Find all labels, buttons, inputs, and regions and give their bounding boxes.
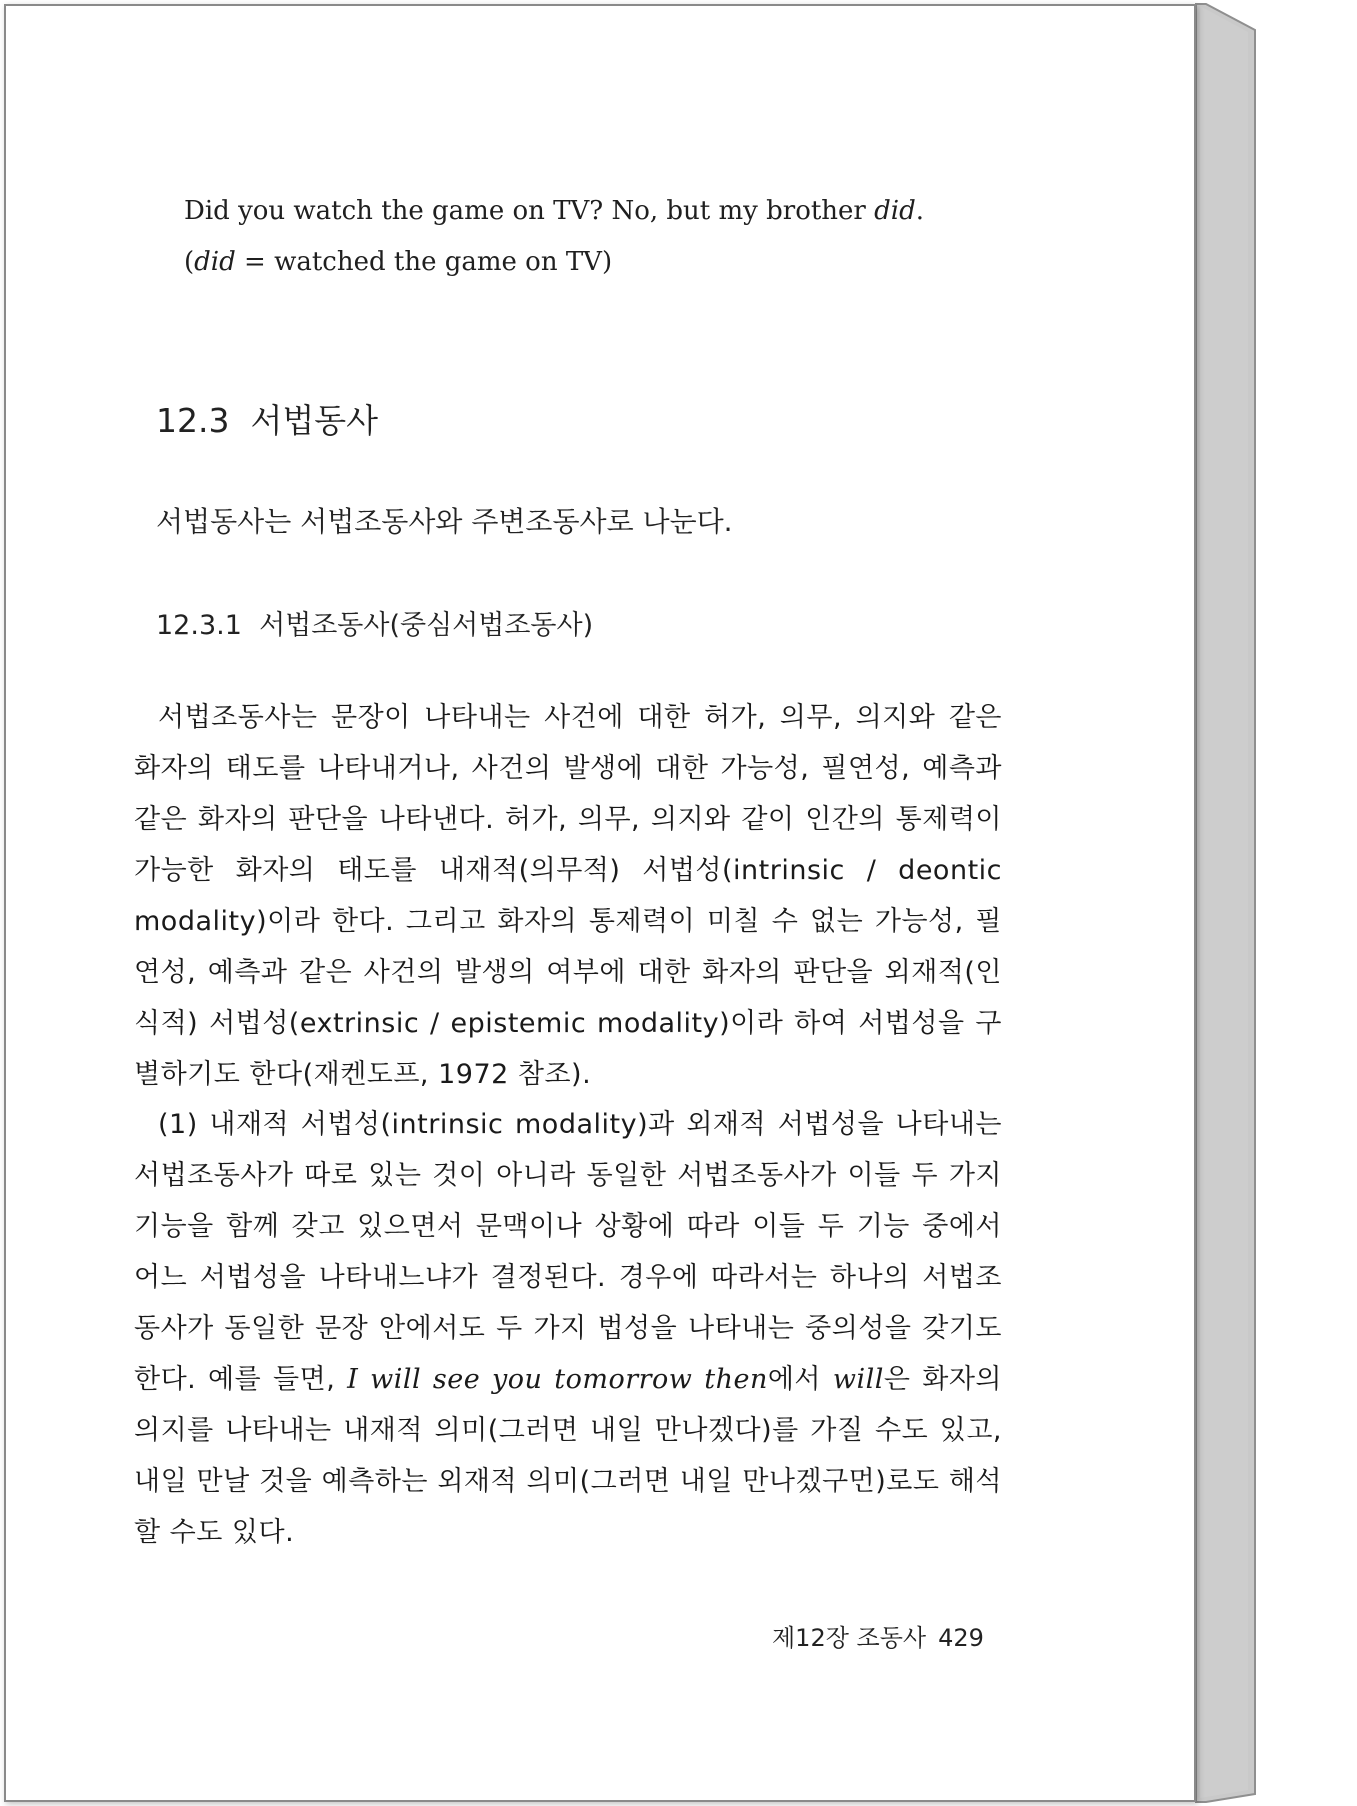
paragraph-2-text: 에서 <box>767 1364 833 1395</box>
paragraph-1 <box>134 692 1002 1100</box>
section-intro: 서법동사는 서법조동사와 주변조동사로 나눈다. <box>156 505 733 538</box>
page-number: 429 <box>938 1624 984 1652</box>
subsection-heading <box>156 603 593 642</box>
running-footer-chapter: 제12장 조동사 <box>772 1624 927 1652</box>
section-number: 12.3 <box>156 401 230 440</box>
page-footer <box>772 1618 984 1653</box>
section-heading <box>156 395 378 442</box>
paragraph-2-text: 은 화자의 의지를 나타내는 내재적 의미(그러면 내일 만나겠다)를 가질 수도 있고, 내일 만날 것을 예측하는 외재적 의미(그러면 내일 만나겠구먼)로도 해석할 수도 있다. <box>134 1364 1003 1548</box>
example-gloss <box>184 247 612 277</box>
paragraph-2-text: (1) 내재적 서법성(intrinsic modality)과 외재적 서법성을 나타내는 서법조동사가 따로 있는 것이 아니라 동일한 서법조동사가 이들 두 가지 기능을 함께 갖고 있으면서 문맥이나 상황에 따라 이들 두 기능 중에서 어느 서법성을 나타내느냐가 결정된다. 경우에 따라서는 하나의 서법조동사가 동일한 문장 안에서도 두 가지 법성을 나타내는 중의성을 갖기도 한다. 예를 들면, <box>134 1109 1002 1395</box>
paragraph-1-text: 서법조동사는 문장이 나타내는 사건에 대한 허가, 의무, 의지와 같은 화자의 태도를 나타내거나, 사건의 발생에 대한 가능성, 필연성, 예측과 같은 화자의 판단을 나타낸다. 허가, 의무, 의지와 같이 인간의 통제력이 가능한 화자의 태도를 내재적(의무적) 서법성(intrinsic / deontic modality)이라 한다. 그리고 화자의 통제력이 미칠 수 없는 가능성, 필연성, 예측과 같은 사건의 발생의 여부에 대한 화자의 판단을 외재적(인식적) 서법성(extrinsic / epistemic modality)이라 하여 서법성을 구별하기도 한다(재켄도프, 1972 참조). <box>134 702 1002 1090</box>
gloss-text: = watched the game on TV) <box>235 247 613 277</box>
paragraph-2 <box>134 1099 1002 1558</box>
subsection-number: 12.3.1 <box>156 610 242 641</box>
gloss-open: ( <box>184 247 195 277</box>
subsection-title: 서법조동사(중심서법조동사) <box>259 610 594 641</box>
example-sentence <box>184 196 924 226</box>
example-text: Did you watch the game on TV? No, but my brother <box>184 196 875 226</box>
example-italic: I will see you tomorrow then <box>347 1364 768 1395</box>
example-italic: will <box>832 1364 884 1395</box>
section-title: 서법동사 <box>250 401 378 440</box>
example-italic: did <box>874 196 916 226</box>
example-text: . <box>915 196 924 226</box>
gloss-italic: did <box>194 247 236 277</box>
